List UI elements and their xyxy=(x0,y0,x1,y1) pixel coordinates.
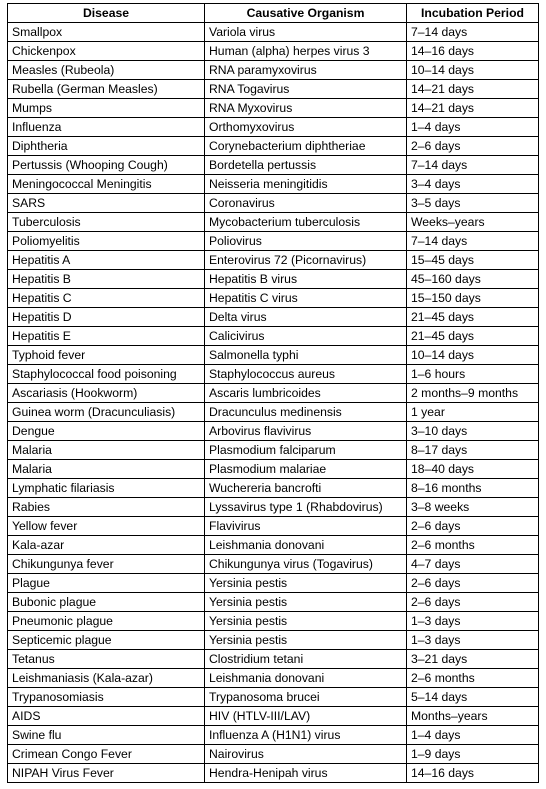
table-row xyxy=(8,365,539,384)
table-row xyxy=(8,270,539,289)
organism-cell: Staphylococcus aureus xyxy=(205,365,407,384)
disease-cell: Plague xyxy=(8,574,205,593)
table-header xyxy=(8,4,539,23)
organism-cell: Mycobacterium tuberculosis xyxy=(205,213,407,232)
disease-cell: Dengue xyxy=(8,422,205,441)
disease-cell: SARS xyxy=(8,194,205,213)
incubation-cell: 4–7 days xyxy=(407,555,539,574)
table-row xyxy=(8,99,539,118)
organism-cell: Dracunculus medinensis xyxy=(205,403,407,422)
table-row xyxy=(8,593,539,612)
disease-cell: Tuberculosis xyxy=(8,213,205,232)
table-row xyxy=(8,479,539,498)
disease-cell: Measles (Rubeola) xyxy=(8,61,205,80)
incubation-cell: 18–40 days xyxy=(407,460,539,479)
disease-cell: Chikungunya fever xyxy=(8,555,205,574)
table-row xyxy=(8,517,539,536)
incubation-cell: 1–9 days xyxy=(407,745,539,764)
table-row xyxy=(8,137,539,156)
organism-cell: Influenza A (H1N1) virus xyxy=(205,726,407,745)
organism-cell: Hepatitis C virus xyxy=(205,289,407,308)
table-row xyxy=(8,669,539,688)
organism-cell: RNA Togavirus xyxy=(205,80,407,99)
incubation-cell: 1–4 days xyxy=(407,118,539,137)
disease-cell: Tetanus xyxy=(8,650,205,669)
header-incubation-period: Incubation Period xyxy=(407,4,539,23)
table-row xyxy=(8,460,539,479)
organism-cell: Yersinia pestis xyxy=(205,574,407,593)
incubation-cell: 2–6 months xyxy=(407,536,539,555)
organism-cell: Yersinia pestis xyxy=(205,631,407,650)
organism-cell: Clostridium tetani xyxy=(205,650,407,669)
disease-cell: NIPAH Virus Fever xyxy=(8,764,205,783)
incubation-cell: 3–10 days xyxy=(407,422,539,441)
disease-table xyxy=(7,3,539,783)
organism-cell: Ascaris lumbricoides xyxy=(205,384,407,403)
organism-cell: Chikungunya virus (Togavirus) xyxy=(205,555,407,574)
organism-cell: Nairovirus xyxy=(205,745,407,764)
disease-cell: Ascariasis (Hookworm) xyxy=(8,384,205,403)
organism-cell: Corynebacterium diphtheriae xyxy=(205,137,407,156)
organism-cell: Hendra-Henipah virus xyxy=(205,764,407,783)
incubation-cell: 1–3 days xyxy=(407,631,539,650)
disease-cell: Pertussis (Whooping Cough) xyxy=(8,156,205,175)
table-row xyxy=(8,441,539,460)
incubation-cell: 21–45 days xyxy=(407,327,539,346)
incubation-cell: 1–3 days xyxy=(407,612,539,631)
organism-cell: Enterovirus 72 (Picornavirus) xyxy=(205,251,407,270)
disease-cell: Bubonic plague xyxy=(8,593,205,612)
organism-cell: Yersinia pestis xyxy=(205,612,407,631)
organism-cell: Delta virus xyxy=(205,308,407,327)
organism-cell: Wuchereria bancrofti xyxy=(205,479,407,498)
table-row xyxy=(8,612,539,631)
disease-cell: Swine flu xyxy=(8,726,205,745)
disease-cell: Guinea worm (Dracunculiasis) xyxy=(8,403,205,422)
incubation-cell: 2–6 days xyxy=(407,574,539,593)
table-row xyxy=(8,213,539,232)
incubation-cell: 2–6 days xyxy=(407,137,539,156)
incubation-cell: Weeks–years xyxy=(407,213,539,232)
table-row xyxy=(8,707,539,726)
incubation-cell: 45–160 days xyxy=(407,270,539,289)
table-row xyxy=(8,574,539,593)
incubation-cell: 3–5 days xyxy=(407,194,539,213)
disease-cell: Pneumonic plague xyxy=(8,612,205,631)
organism-cell: HIV (HTLV-III/LAV) xyxy=(205,707,407,726)
organism-cell: Plasmodium malariae xyxy=(205,460,407,479)
disease-cell: Smallpox xyxy=(8,23,205,42)
organism-cell: Arbovirus flavivirus xyxy=(205,422,407,441)
table-row xyxy=(8,536,539,555)
incubation-cell: 3–21 days xyxy=(407,650,539,669)
disease-cell: Hepatitis E xyxy=(8,327,205,346)
disease-cell: Septicemic plague xyxy=(8,631,205,650)
incubation-cell: 14–21 days xyxy=(407,99,539,118)
organism-cell: Variola virus xyxy=(205,23,407,42)
table-row xyxy=(8,23,539,42)
table-row xyxy=(8,688,539,707)
disease-cell: Trypanosomiasis xyxy=(8,688,205,707)
table-row xyxy=(8,745,539,764)
disease-cell: Yellow fever xyxy=(8,517,205,536)
disease-cell: Leishmaniasis (Kala-azar) xyxy=(8,669,205,688)
disease-cell: Kala-azar xyxy=(8,536,205,555)
organism-cell: Flavivirus xyxy=(205,517,407,536)
incubation-cell: 15–45 days xyxy=(407,251,539,270)
disease-cell: Malaria xyxy=(8,460,205,479)
table-row xyxy=(8,555,539,574)
incubation-cell: 2–6 months xyxy=(407,669,539,688)
disease-cell: Hepatitis B xyxy=(8,270,205,289)
organism-cell: Yersinia pestis xyxy=(205,593,407,612)
incubation-cell: 14–16 days xyxy=(407,42,539,61)
disease-cell: Rabies xyxy=(8,498,205,517)
organism-cell: Poliovirus xyxy=(205,232,407,251)
organism-cell: Salmonella typhi xyxy=(205,346,407,365)
incubation-cell: 10–14 days xyxy=(407,61,539,80)
disease-cell: Lymphatic filariasis xyxy=(8,479,205,498)
incubation-cell: 3–8 weeks xyxy=(407,498,539,517)
table-row xyxy=(8,61,539,80)
table-row xyxy=(8,251,539,270)
disease-cell: Rubella (German Measles) xyxy=(8,80,205,99)
organism-cell: Trypanosoma brucei xyxy=(205,688,407,707)
organism-cell: Lyssavirus type 1 (Rhabdovirus) xyxy=(205,498,407,517)
organism-cell: Coronavirus xyxy=(205,194,407,213)
table-row xyxy=(8,631,539,650)
table-row xyxy=(8,422,539,441)
disease-cell: Staphylococcal food poisoning xyxy=(8,365,205,384)
table-row xyxy=(8,232,539,251)
header-disease: Disease xyxy=(8,4,205,23)
incubation-cell: 1 year xyxy=(407,403,539,422)
incubation-cell: 15–150 days xyxy=(407,289,539,308)
incubation-cell: 7–14 days xyxy=(407,232,539,251)
organism-cell: RNA Myxovirus xyxy=(205,99,407,118)
header-causative-organism: Causative Organism xyxy=(205,4,407,23)
table-row xyxy=(8,118,539,137)
table-row xyxy=(8,308,539,327)
table-row xyxy=(8,42,539,61)
organism-cell: Orthomyxovirus xyxy=(205,118,407,137)
incubation-cell: 1–4 days xyxy=(407,726,539,745)
organism-cell: Calicivirus xyxy=(205,327,407,346)
disease-cell: Typhoid fever xyxy=(8,346,205,365)
table-row xyxy=(8,498,539,517)
organism-cell: Hepatitis B virus xyxy=(205,270,407,289)
organism-cell: Bordetella pertussis xyxy=(205,156,407,175)
disease-cell: Hepatitis C xyxy=(8,289,205,308)
table-row xyxy=(8,384,539,403)
incubation-cell: 3–4 days xyxy=(407,175,539,194)
table-row xyxy=(8,80,539,99)
disease-cell: Hepatitis A xyxy=(8,251,205,270)
incubation-cell: 14–21 days xyxy=(407,80,539,99)
disease-cell: Diphtheria xyxy=(8,137,205,156)
disease-cell: Malaria xyxy=(8,441,205,460)
table-row xyxy=(8,726,539,745)
incubation-cell: Months–years xyxy=(407,707,539,726)
organism-cell: Leishmania donovani xyxy=(205,669,407,688)
incubation-cell: 8–17 days xyxy=(407,441,539,460)
organism-cell: Plasmodium falciparum xyxy=(205,441,407,460)
incubation-cell: 7–14 days xyxy=(407,156,539,175)
disease-cell: Influenza xyxy=(8,118,205,137)
incubation-cell: 2 months–9 months xyxy=(407,384,539,403)
table-row xyxy=(8,289,539,308)
incubation-cell: 8–16 months xyxy=(407,479,539,498)
organism-cell: Neisseria meningitidis xyxy=(205,175,407,194)
incubation-cell: 21–45 days xyxy=(407,308,539,327)
disease-cell: Crimean Congo Fever xyxy=(8,745,205,764)
incubation-cell: 10–14 days xyxy=(407,346,539,365)
disease-cell: Hepatitis D xyxy=(8,308,205,327)
table-row xyxy=(8,346,539,365)
header-row xyxy=(8,4,539,23)
incubation-cell: 14–16 days xyxy=(407,764,539,783)
disease-cell: AIDS xyxy=(8,707,205,726)
table-row xyxy=(8,403,539,422)
disease-cell: Poliomyelitis xyxy=(8,232,205,251)
incubation-cell: 2–6 days xyxy=(407,593,539,612)
disease-cell: Mumps xyxy=(8,99,205,118)
table-row xyxy=(8,764,539,783)
table-row xyxy=(8,327,539,346)
organism-cell: RNA paramyxovirus xyxy=(205,61,407,80)
organism-cell: Leishmania donovani xyxy=(205,536,407,555)
disease-cell: Meningococcal Meningitis xyxy=(8,175,205,194)
incubation-cell: 2–6 days xyxy=(407,517,539,536)
incubation-cell: 5–14 days xyxy=(407,688,539,707)
disease-cell: Chickenpox xyxy=(8,42,205,61)
table-row xyxy=(8,156,539,175)
incubation-cell: 1–6 hours xyxy=(407,365,539,384)
table-row xyxy=(8,650,539,669)
table-row xyxy=(8,175,539,194)
incubation-cell: 7–14 days xyxy=(407,23,539,42)
organism-cell: Human (alpha) herpes virus 3 xyxy=(205,42,407,61)
table-row xyxy=(8,194,539,213)
table-body xyxy=(8,23,539,783)
